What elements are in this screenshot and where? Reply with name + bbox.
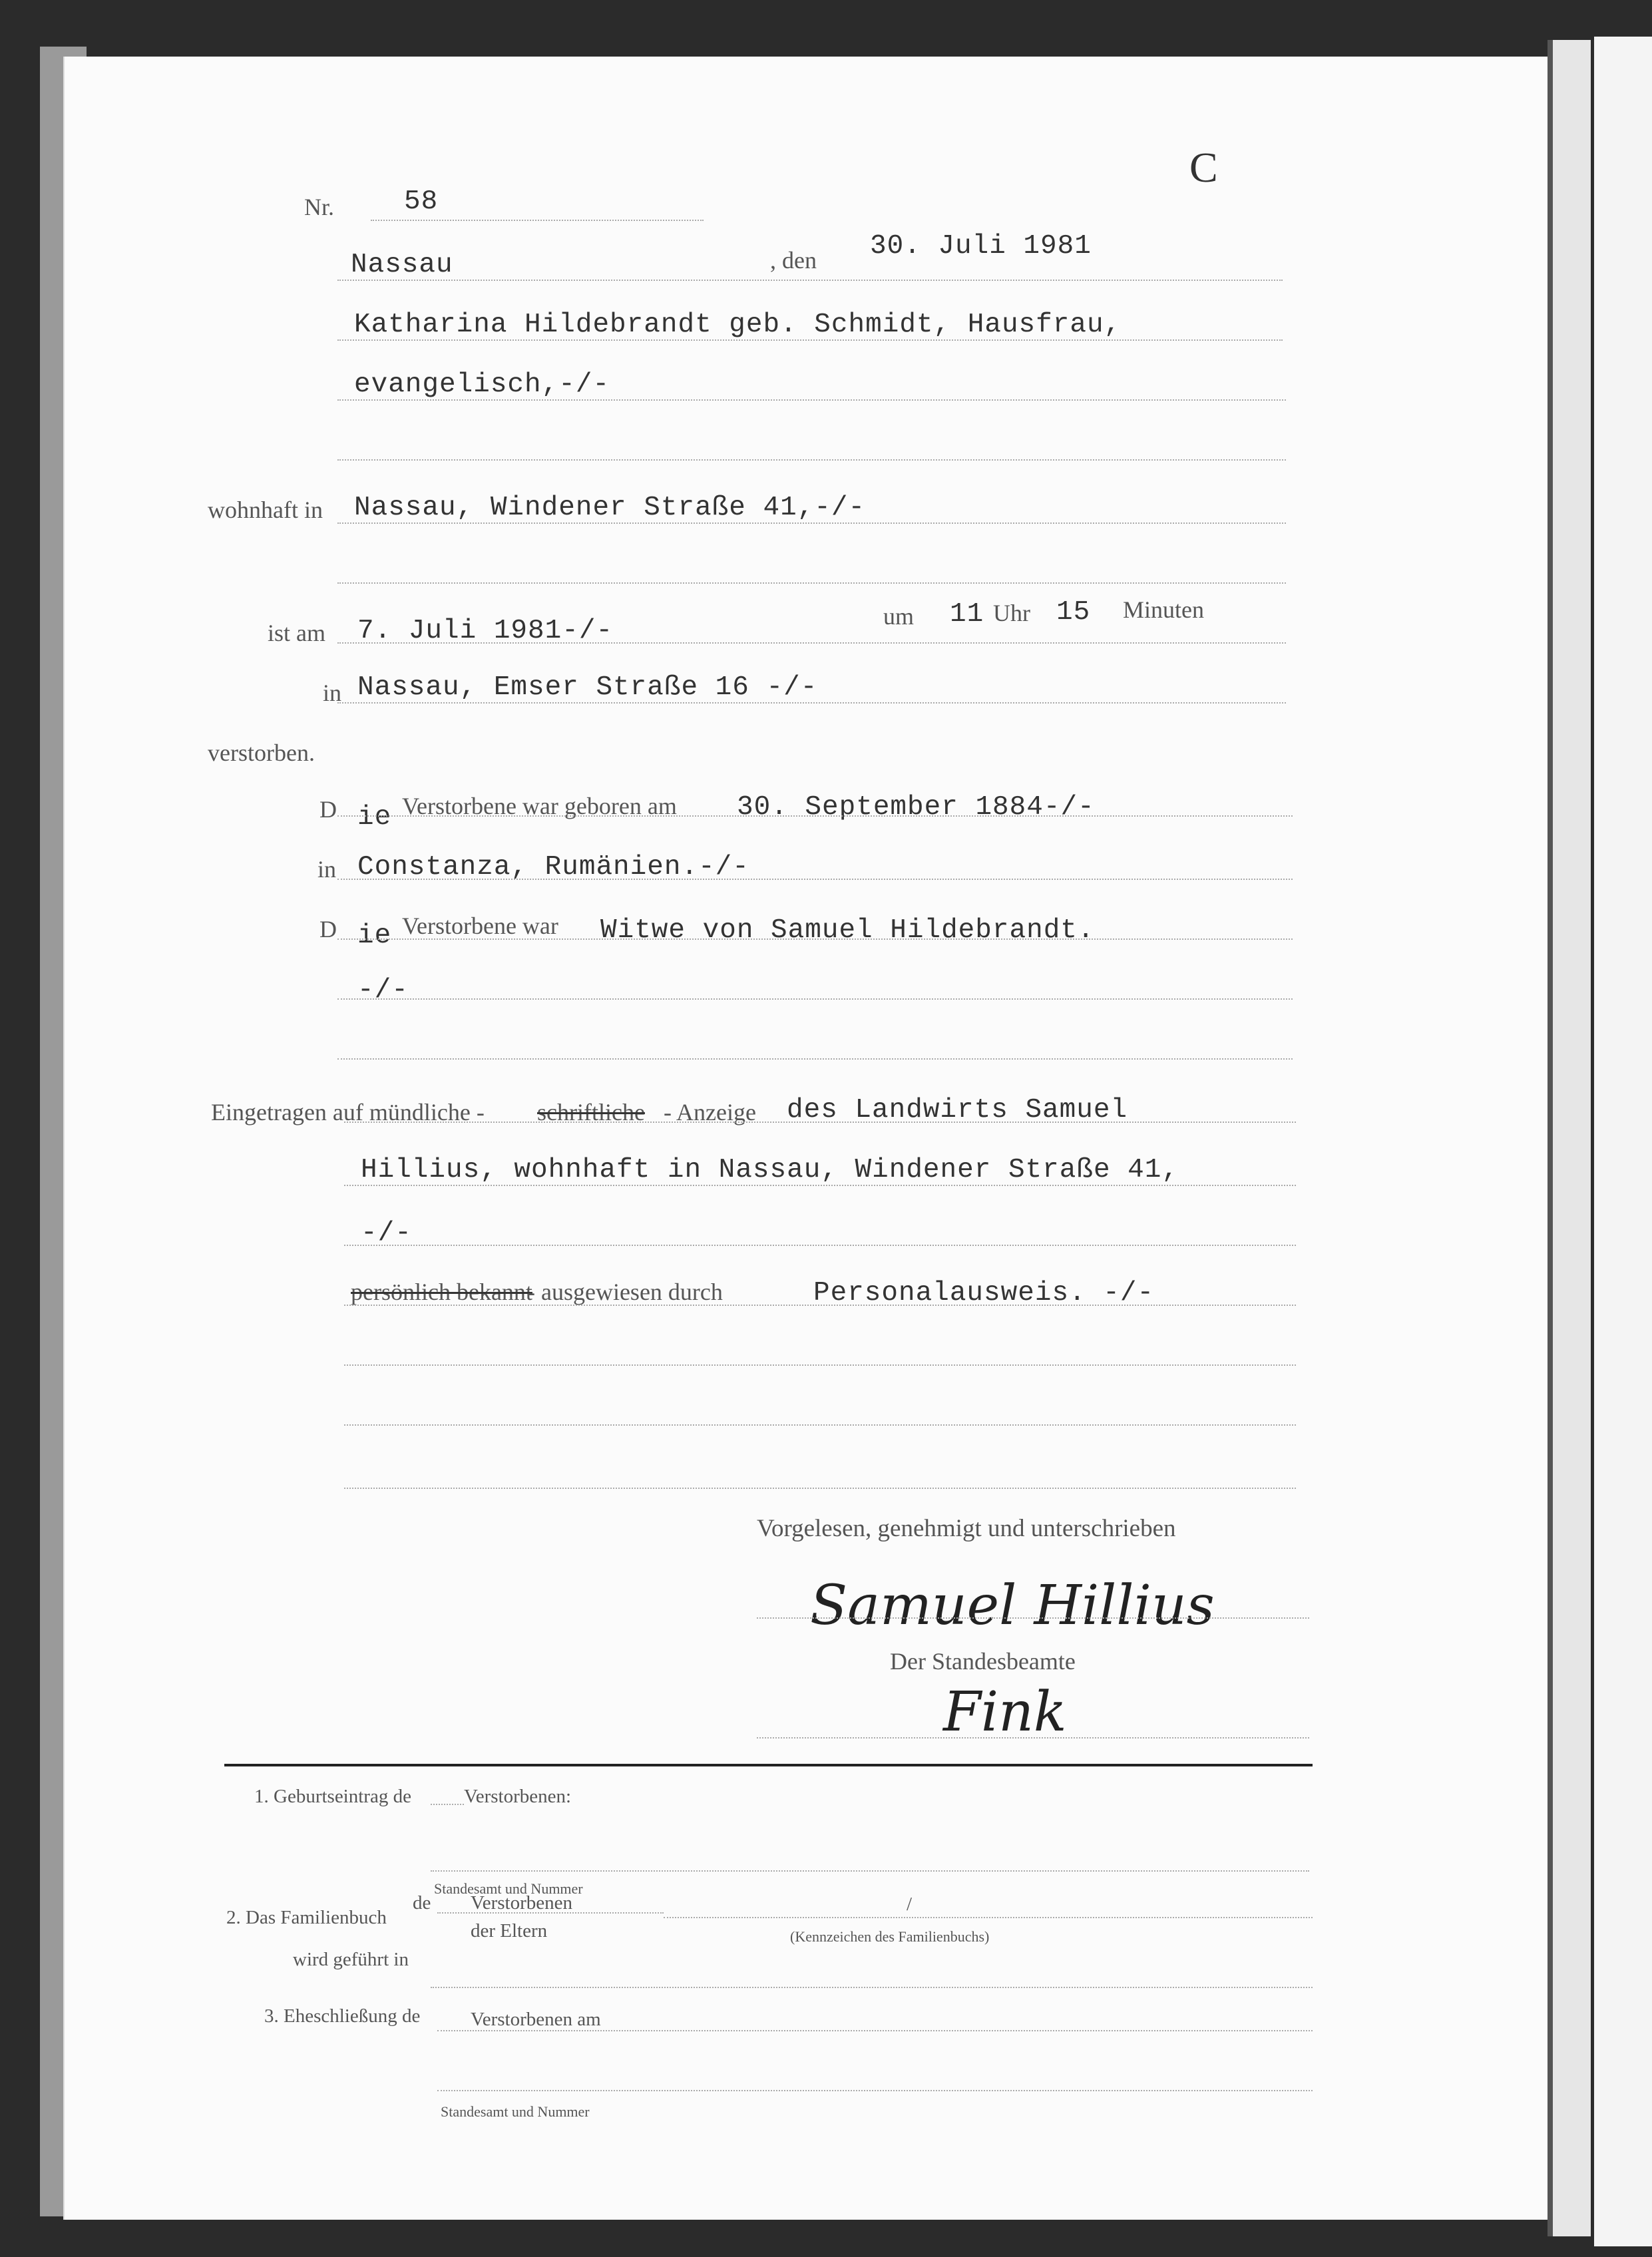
person-line-3: [337, 459, 1286, 461]
item3-line: [437, 2030, 1313, 2031]
ie-2: ie: [357, 921, 392, 951]
official-signature: Fink: [943, 1681, 1067, 1744]
standesamt-nummer-1: Standesamt und Nummer: [434, 1880, 583, 1897]
marital-line: [337, 938, 1293, 940]
informant-line-rule-1: [344, 1122, 1296, 1123]
identification: Personalausweis. -/-: [813, 1278, 1155, 1309]
register-letter: C: [1189, 144, 1218, 191]
entry-number: 58: [404, 186, 439, 217]
page-stack-edge: [1551, 40, 1591, 2236]
uhr-label: Uhr: [993, 600, 1030, 626]
death-minute: 15: [1056, 597, 1091, 628]
item1-line: [431, 1870, 1309, 1872]
item3-line-2: [437, 2090, 1313, 2091]
book-gutter: [1548, 40, 1553, 2236]
informant-line-3: -/-: [361, 1218, 412, 1249]
person-line-1: [337, 339, 1283, 341]
item1-label: 1. Geburtseintrag de: [254, 1786, 411, 1807]
item2-de-line: [437, 1912, 664, 1914]
item2-eltern: der Eltern: [471, 1920, 548, 1942]
item1-value: Verstorbenen:: [464, 1786, 572, 1807]
extra-line-2: [337, 1058, 1293, 1060]
residence-line: [337, 522, 1286, 524]
deceased-name: Katharina Hildebrandt geb. Schmidt, Hausfrau,: [354, 309, 1122, 340]
d-label-2: D: [319, 916, 337, 942]
um-label: um: [883, 603, 915, 630]
vorgelesen-label: Vorgelesen, genehmigt und unterschrieben: [757, 1515, 1176, 1542]
extra-line: [337, 998, 1293, 1000]
person-line-2: [337, 399, 1286, 401]
in-label-2: in: [317, 856, 337, 883]
wohnhaft-label: wohnhaft in: [208, 497, 323, 523]
date-line: [337, 280, 1283, 281]
informant-signature-line: [757, 1617, 1309, 1619]
death-date-line: [337, 642, 1286, 644]
item2-de: de: [413, 1892, 431, 1914]
item3-label: 3. Eheschließung de: [264, 2005, 421, 2027]
ausgewiesen-label: - ausgewiesen durch: [527, 1279, 723, 1305]
informant-line-1: des Landwirts Samuel: [787, 1095, 1128, 1126]
nr-line: [371, 220, 704, 221]
d-label-1: D: [319, 796, 337, 823]
blank-line-1: [344, 1364, 1296, 1366]
anzeige-label: - Anzeige: [664, 1099, 756, 1126]
birth-place: Constanza, Rumänien.-/-: [357, 852, 749, 883]
schriftliche-struck: schriftliche: [537, 1099, 645, 1126]
item2-label: 2. Das Familienbuch: [226, 1907, 387, 1928]
birth-place-line: [337, 879, 1293, 880]
informant-signature: Samuel Hillius: [810, 1574, 1215, 1637]
birth-date-line: [337, 815, 1293, 817]
geboren-label: Verstorbene war geboren am: [402, 793, 677, 819]
item2-wird-line: [431, 1987, 1313, 1988]
death-place: Nassau, Emser Straße 16 -/-: [357, 672, 818, 703]
blank-line-2: [344, 1424, 1296, 1426]
minuten-label: Minuten: [1123, 596, 1204, 623]
verstorben-label: verstorben.: [208, 739, 315, 766]
blank-line-3: [344, 1488, 1296, 1489]
death-place-line: [337, 702, 1286, 704]
standesbeamte-label: Der Standesbeamte: [890, 1648, 1076, 1675]
entry-date: 30. Juli 1981: [870, 231, 1092, 262]
residence: Nassau, Windener Straße 41,-/-: [354, 493, 866, 523]
death-register-page: [63, 57, 1549, 2220]
den-label: , den: [770, 247, 817, 274]
place: Nassau: [351, 250, 453, 280]
nr-label: Nr.: [304, 194, 334, 220]
extra-line-value: -/-: [357, 975, 409, 1006]
birth-date: 30. September 1884-/-: [737, 792, 1095, 823]
item2-verstorbenen: Verstorbenen: [471, 1892, 573, 1914]
marital-status: Witwe von Samuel Hildebrandt.: [600, 915, 1095, 946]
informant-line-rule-3: [344, 1245, 1296, 1246]
death-date: 7. Juli 1981-/-: [357, 616, 614, 646]
ist-am-label: ist am: [268, 620, 325, 646]
standesamt-nummer-2: Standesamt und Nummer: [441, 2103, 590, 2120]
item2-wird: wird geführt in: [293, 1949, 409, 1970]
death-hour: 11: [950, 599, 984, 630]
residence-line-2: [337, 582, 1286, 584]
footer-divider: [224, 1764, 1313, 1766]
item2-slash: /: [907, 1894, 913, 1915]
persoenlich-bekannt-struck: persönlich bekannt: [351, 1279, 532, 1305]
item2-line: [664, 1917, 1313, 1918]
adjacent-page: [1594, 37, 1652, 2246]
war-label: Verstorbene war: [402, 913, 558, 939]
in-label: in: [323, 680, 342, 706]
informant-line-2: Hillius, wohnhaft in Nassau, Windener Straße 41,: [361, 1155, 1179, 1185]
eingetragen-label: Eingetragen auf mündliche -: [211, 1099, 485, 1126]
kennzeichen-label: (Kennzeichen des Familienbuchs): [790, 1928, 990, 1945]
official-signature-line: [757, 1737, 1309, 1739]
item1-de-line: [431, 1804, 464, 1805]
identification-line: [344, 1305, 1296, 1306]
item3-value: Verstorbenen am: [471, 2009, 601, 2030]
ie-1: ie: [357, 802, 392, 833]
deceased-religion: evangelisch,-/-: [354, 369, 610, 400]
informant-line-rule-2: [344, 1185, 1296, 1186]
